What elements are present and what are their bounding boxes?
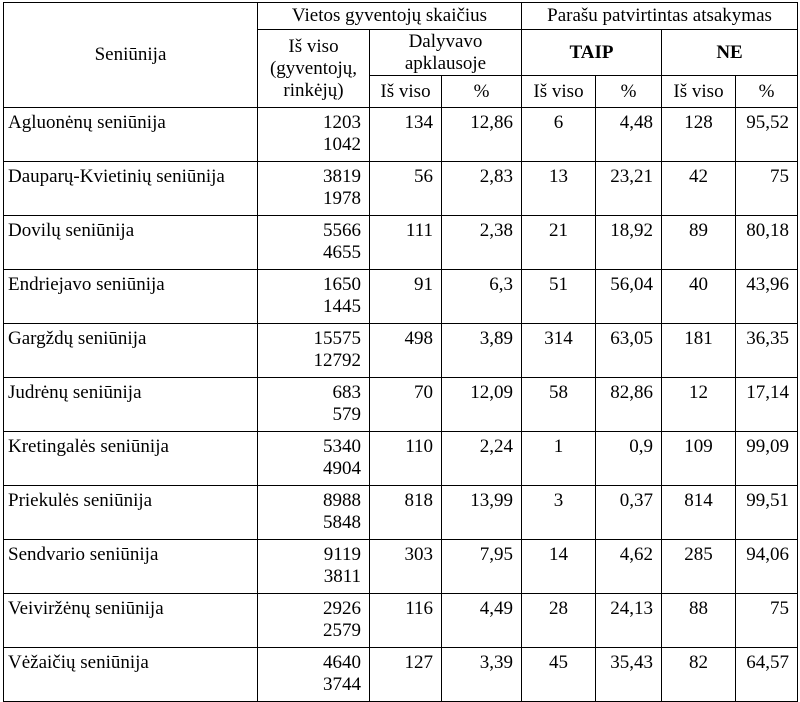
- ne-total: 285: [662, 540, 736, 594]
- ne-total: 109: [662, 432, 736, 486]
- ne-percent: 75: [736, 162, 798, 216]
- table-body: [4, 108, 798, 702]
- header-taip: TAIP: [522, 30, 662, 76]
- taip-total: 45: [522, 648, 596, 702]
- table-row: [4, 486, 798, 540]
- table-row: [4, 108, 798, 162]
- voters-count: 1042: [323, 134, 361, 155]
- seniunija-name: Gargždų seniūnija: [4, 324, 258, 378]
- residents-count: 1203: [323, 112, 361, 133]
- voters-count: 1978: [323, 188, 361, 209]
- participated-percent: 2,24: [442, 432, 522, 486]
- participated-total: 498: [370, 324, 442, 378]
- taip-total: 14: [522, 540, 596, 594]
- residents-count: 8988: [323, 490, 361, 511]
- residents-count: 5340: [323, 436, 361, 457]
- participated-percent: 12,86: [442, 108, 522, 162]
- seniunija-name: Sendvario seniūnija: [4, 540, 258, 594]
- header-participated: Dalyvavo apklausoje: [370, 30, 522, 76]
- population-cell: [258, 270, 370, 324]
- subheader-participated-total: Iš viso: [370, 76, 442, 108]
- participated-total: 134: [370, 108, 442, 162]
- subheader-ne-percent: %: [736, 76, 798, 108]
- ne-percent: 36,35: [736, 324, 798, 378]
- subheader-ne-total: Iš viso: [662, 76, 736, 108]
- residents-count: 2926: [323, 598, 361, 619]
- ne-total: 128: [662, 108, 736, 162]
- participated-total: 70: [370, 378, 442, 432]
- voters-count: 4655: [323, 242, 361, 263]
- participated-total: 56: [370, 162, 442, 216]
- ne-percent: 99,09: [736, 432, 798, 486]
- taip-total: 13: [522, 162, 596, 216]
- taip-percent: 63,05: [596, 324, 662, 378]
- ne-total: 181: [662, 324, 736, 378]
- population-cell: [258, 486, 370, 540]
- participated-percent: 13,99: [442, 486, 522, 540]
- seniunija-name: Agluonėnų seniūnija: [4, 108, 258, 162]
- participated-total: 127: [370, 648, 442, 702]
- population-cell: [258, 216, 370, 270]
- voters-count: 579: [332, 404, 361, 425]
- subheader-taip-percent: %: [596, 76, 662, 108]
- residents-count: 15575: [313, 328, 361, 349]
- subheader-taip-total: Iš viso: [522, 76, 596, 108]
- ne-percent: 99,51: [736, 486, 798, 540]
- taip-percent: 23,21: [596, 162, 662, 216]
- residents-count: 683: [332, 382, 361, 403]
- ne-percent: 64,57: [736, 648, 798, 702]
- subheader-participated-percent: %: [442, 76, 522, 108]
- voters-count: 5848: [323, 512, 361, 533]
- ne-percent: 17,14: [736, 378, 798, 432]
- ne-total: 12: [662, 378, 736, 432]
- header-signatures-group: Parašu patvirtintas atsakymas: [522, 3, 798, 30]
- voters-count: 3811: [323, 566, 361, 587]
- participated-total: 116: [370, 594, 442, 648]
- seniunija-name: Priekulės seniūnija: [4, 486, 258, 540]
- taip-percent: 24,13: [596, 594, 662, 648]
- voters-count: 3744: [323, 674, 361, 695]
- population-cell: [258, 648, 370, 702]
- residents-count: 5566: [323, 220, 361, 241]
- survey-results-table: [3, 2, 798, 702]
- participated-percent: 12,09: [442, 378, 522, 432]
- header-total-population: Iš viso (gyventojų, rinkėjų): [258, 30, 370, 108]
- ne-percent: 80,18: [736, 216, 798, 270]
- seniunija-name: Vėžaičių seniūnija: [4, 648, 258, 702]
- table-row: [4, 216, 798, 270]
- ne-total: 40: [662, 270, 736, 324]
- voters-count: 12792: [313, 350, 361, 371]
- population-cell: [258, 162, 370, 216]
- ne-percent: 94,06: [736, 540, 798, 594]
- table-row: [4, 594, 798, 648]
- participated-total: 91: [370, 270, 442, 324]
- table-row: [4, 162, 798, 216]
- population-cell: [258, 432, 370, 486]
- seniunija-name: Endriejavo seniūnija: [4, 270, 258, 324]
- header-population-group: Vietos gyventojų skaičius: [258, 3, 522, 30]
- residents-count: 3819: [323, 166, 361, 187]
- voters-count: 2579: [323, 620, 361, 641]
- table-row: [4, 378, 798, 432]
- taip-total: 1: [522, 432, 596, 486]
- taip-percent: 56,04: [596, 270, 662, 324]
- taip-percent: 4,48: [596, 108, 662, 162]
- population-cell: [258, 594, 370, 648]
- table-row: [4, 540, 798, 594]
- participated-total: 111: [370, 216, 442, 270]
- voters-count: 1445: [323, 296, 361, 317]
- taip-total: 21: [522, 216, 596, 270]
- taip-percent: 18,92: [596, 216, 662, 270]
- header-seniunija: Seniūnija: [4, 3, 258, 108]
- participated-total: 303: [370, 540, 442, 594]
- residents-count: 1650: [323, 274, 361, 295]
- taip-total: 51: [522, 270, 596, 324]
- participated-percent: 2,38: [442, 216, 522, 270]
- population-cell: [258, 540, 370, 594]
- ne-total: 88: [662, 594, 736, 648]
- document-page: [0, 2, 800, 695]
- participated-percent: 4,49: [442, 594, 522, 648]
- participated-total: 110: [370, 432, 442, 486]
- ne-percent: 43,96: [736, 270, 798, 324]
- ne-percent: 75: [736, 594, 798, 648]
- residents-count: 9119: [323, 544, 361, 565]
- seniunija-name: Veiviržėnų seniūnija: [4, 594, 258, 648]
- taip-total: 3: [522, 486, 596, 540]
- taip-percent: 82,86: [596, 378, 662, 432]
- participated-percent: 2,83: [442, 162, 522, 216]
- taip-total: 28: [522, 594, 596, 648]
- seniunija-name: Kretingalės seniūnija: [4, 432, 258, 486]
- participated-percent: 7,95: [442, 540, 522, 594]
- population-cell: [258, 108, 370, 162]
- table-row: [4, 324, 798, 378]
- ne-percent: 95,52: [736, 108, 798, 162]
- participated-percent: 3,39: [442, 648, 522, 702]
- table-row: [4, 432, 798, 486]
- taip-total: 6: [522, 108, 596, 162]
- taip-total: 314: [522, 324, 596, 378]
- ne-total: 42: [662, 162, 736, 216]
- table-row: [4, 648, 798, 702]
- residents-count: 4640: [323, 652, 361, 673]
- seniunija-name: Judrėnų seniūnija: [4, 378, 258, 432]
- voters-count: 4904: [323, 458, 361, 479]
- ne-total: 814: [662, 486, 736, 540]
- seniunija-name: Dovilų seniūnija: [4, 216, 258, 270]
- ne-total: 82: [662, 648, 736, 702]
- taip-percent: 0,9: [596, 432, 662, 486]
- header-ne: NE: [662, 30, 798, 76]
- seniunija-name: Dauparų-Kvietinių seniūnija: [4, 162, 258, 216]
- population-cell: [258, 324, 370, 378]
- taip-percent: 35,43: [596, 648, 662, 702]
- participated-total: 818: [370, 486, 442, 540]
- table-header: [4, 3, 798, 108]
- population-cell: [258, 378, 370, 432]
- ne-total: 89: [662, 216, 736, 270]
- participated-percent: 3,89: [442, 324, 522, 378]
- taip-percent: 4,62: [596, 540, 662, 594]
- taip-percent: 0,37: [596, 486, 662, 540]
- participated-percent: 6,3: [442, 270, 522, 324]
- taip-total: 58: [522, 378, 596, 432]
- table-row: [4, 270, 798, 324]
